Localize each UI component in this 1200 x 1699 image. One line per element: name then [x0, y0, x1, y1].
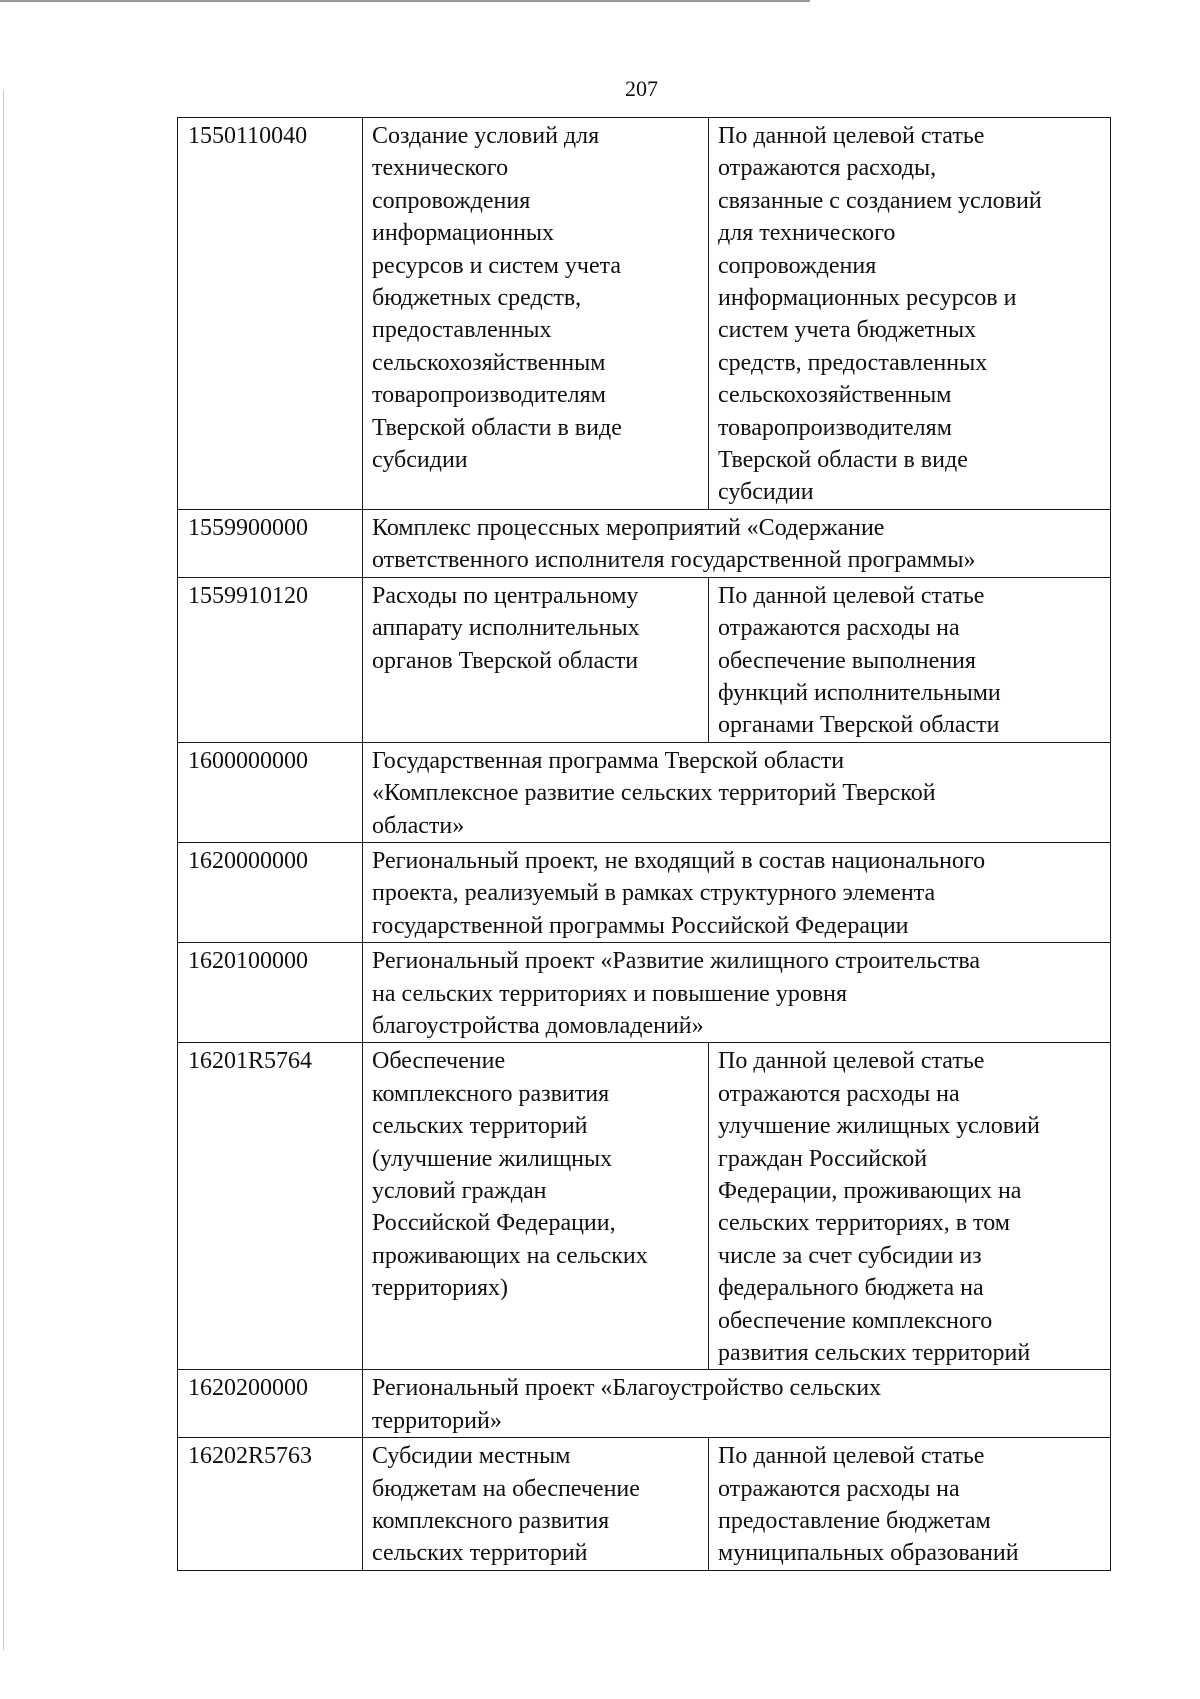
row-code: 16201R5764 — [178, 1043, 363, 1370]
page-number: 207 — [625, 76, 658, 101]
row-code: 1620000000 — [178, 842, 363, 942]
scan-edge-line — [3, 90, 4, 1650]
table-row — [178, 1043, 1111, 1370]
table-row — [178, 1370, 1111, 1438]
row-name: Субсидии местным бюджетам на обеспечение комплексного развития сельских территорий — [363, 1438, 709, 1571]
row-description: По данной целевой статье отражаются расходы на предоставление бюджетам муниципальных образований — [709, 1438, 1111, 1571]
table-row — [178, 742, 1111, 842]
row-code: 1600000000 — [178, 742, 363, 842]
row-code: 1620100000 — [178, 943, 363, 1043]
row-code: 1550110040 — [178, 118, 363, 510]
row-name: Региональный проект «Развитие жилищного строительства на сельских территориях и повышение уровня благоустройства домовладений» — [363, 943, 1111, 1043]
table-row — [178, 842, 1111, 942]
table-row — [178, 118, 1111, 510]
row-code: 1559910120 — [178, 577, 363, 742]
row-name: Комплекс процессных мероприятий «Содержание ответственного исполнителя государственной программы» — [363, 509, 1111, 577]
table-row — [178, 1438, 1111, 1571]
scan-border-line — [0, 0, 810, 2]
row-code: 1559900000 — [178, 509, 363, 577]
row-description: По данной целевой статье отражаются расходы на обеспечение выполнения функций исполнительными органами Тверской области — [709, 577, 1111, 742]
row-description: По данной целевой статье отражаются расходы на улучшение жилищных условий граждан Российской Федерации, проживающих на сельских территориях, в том числе за счет субсидии из федерального бюджета на обеспечение комплексного развития сельских территорий — [709, 1043, 1111, 1370]
row-code: 1620200000 — [178, 1370, 363, 1438]
row-description: По данной целевой статье отражаются расходы, связанные с созданием условий для технического сопровождения информационных ресурсов и систем учета бюджетных средств, предоставленных сельскохозяйственным товаропроизводителям Тверской области в виде субсидии — [709, 118, 1111, 510]
table-row — [178, 509, 1111, 577]
row-code: 16202R5763 — [178, 1438, 363, 1571]
row-name: Создание условий для технического сопровождения информационных ресурсов и систем учета бюджетных средств, предоставленных сельскохозяйственным товаропроизводителям Тверской области в виде субсидии — [363, 118, 709, 510]
row-name: Расходы по центральному аппарату исполнительных органов Тверской области — [363, 577, 709, 742]
table-row — [178, 943, 1111, 1043]
row-name: Государственная программа Тверской области «Комплексное развитие сельских территорий Тверской области» — [363, 742, 1111, 842]
budget-classification-table — [177, 117, 1111, 1571]
row-name: Региональный проект «Благоустройство сельских территорий» — [363, 1370, 1111, 1438]
table-row — [178, 577, 1111, 742]
row-name: Региональный проект, не входящий в состав национального проекта, реализуемый в рамках структурного элемента государственной программы Российской Федерации — [363, 842, 1111, 942]
row-name: Обеспечение комплексного развития сельских территорий (улучшение жилищных условий граждан Российской Федерации, проживающих на сельских территориях) — [363, 1043, 709, 1370]
